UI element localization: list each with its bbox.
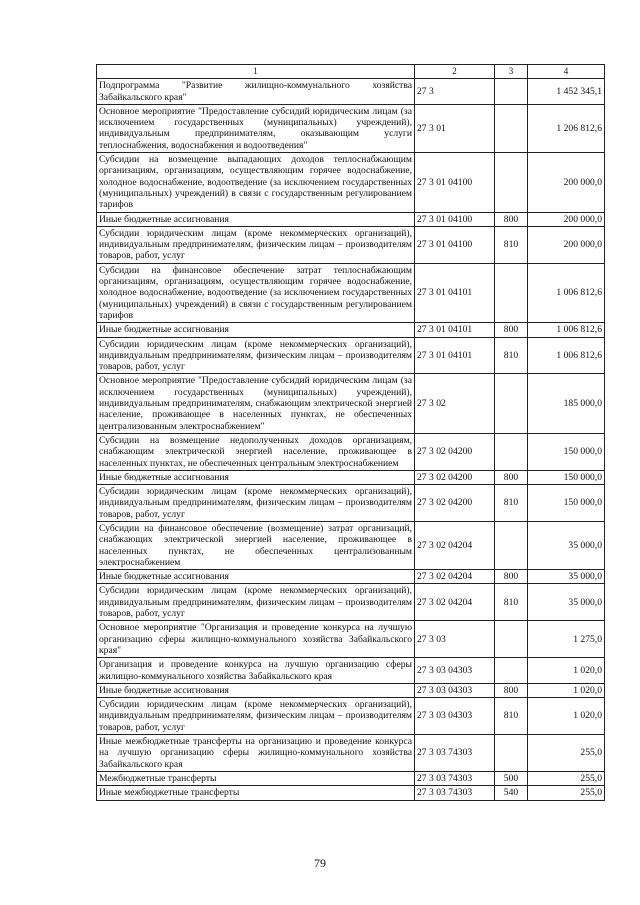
table-row (97, 337, 605, 374)
row-expense-type-cell: 800 (495, 323, 528, 337)
row-expense-type-cell (495, 735, 528, 772)
row-code-cell: 27 3 02 04200 (415, 433, 495, 470)
table-row (97, 584, 605, 621)
row-expense-type-cell: 800 (495, 683, 528, 697)
row-expense-type-cell (495, 621, 528, 658)
row-amount-cell: 1 020,0 (528, 658, 605, 684)
table-row (97, 521, 605, 569)
row-name-cell: Субсидии юридическим лицам (кроме некоммерческих организаций), индивидуальным предпринимателям, физическим лицам – производителям товаров, работ, услуг (97, 337, 415, 374)
table-body (97, 79, 605, 800)
table-row (97, 226, 605, 263)
table-row (97, 485, 605, 522)
row-name-cell: Субсидии юридическим лицам (кроме некоммерческих организаций), индивидуальным предпринимателям, физическим лицам – производителям товаров, работ, услуг (97, 698, 415, 735)
table-row (97, 786, 605, 800)
row-amount-cell: 150 000,0 (528, 485, 605, 522)
row-code-cell: 27 3 02 04200 (415, 470, 495, 484)
table-row (97, 433, 605, 470)
row-code-cell: 27 3 02 (415, 374, 495, 433)
row-expense-type-cell (495, 104, 528, 152)
row-expense-type-cell (495, 374, 528, 433)
row-amount-cell: 35 000,0 (528, 570, 605, 584)
row-amount-cell: 1 020,0 (528, 698, 605, 735)
row-expense-type-cell (495, 658, 528, 684)
row-name-cell: Основное мероприятие "Организация и проведение конкурса на лучшую организацию сферы жилищно-коммунального хозяйства Забайкальского края" (97, 621, 415, 658)
row-expense-type-cell: 800 (495, 570, 528, 584)
row-expense-type-cell: 800 (495, 470, 528, 484)
row-amount-cell: 1 020,0 (528, 683, 605, 697)
row-name-cell: Основное мероприятие "Предоставление субсидий юридическим лицам (за исключением государственных (муниципальных) учреждений), индивидуальным предпринимателям, оказывающим услуги теплоснабжения, водоснабжения и водоотведения" (97, 104, 415, 152)
row-expense-type-cell (495, 521, 528, 569)
row-name-cell: Субсидии на финансовое обеспечение (возмещение) затрат организаций, снабжающих электрической энергией население, проживающее в населенных пунктах, не обеспеченных централизованным электроснабжением (97, 521, 415, 569)
row-name-cell: Иные бюджетные ассигнования (97, 570, 415, 584)
table-row (97, 658, 605, 684)
row-name-cell: Иные бюджетные ассигнования (97, 323, 415, 337)
row-code-cell: 27 3 01 04100 (415, 212, 495, 226)
row-code-cell: 27 3 01 (415, 104, 495, 152)
row-amount-cell: 255,0 (528, 786, 605, 800)
row-code-cell: 27 3 03 04303 (415, 683, 495, 697)
row-code-cell: 27 3 (415, 79, 495, 105)
row-amount-cell: 1 275,0 (528, 621, 605, 658)
row-code-cell: 27 3 01 04101 (415, 323, 495, 337)
row-code-cell: 27 3 01 04100 (415, 226, 495, 263)
row-expense-type-cell (495, 79, 528, 105)
row-expense-type-cell: 810 (495, 337, 528, 374)
table-row (97, 771, 605, 785)
row-name-cell: Субсидии юридическим лицам (кроме некоммерческих организаций), индивидуальным предпринимателям, физическим лицам – производителям товаров, работ, услуг (97, 226, 415, 263)
table-row (97, 153, 605, 212)
row-code-cell: 27 3 01 04101 (415, 263, 495, 322)
row-code-cell: 27 3 03 04303 (415, 698, 495, 735)
row-code-cell: 27 3 02 04200 (415, 485, 495, 522)
table-header-row (97, 65, 605, 79)
row-code-cell: 27 3 02 04204 (415, 570, 495, 584)
column-header-expense-type: 3 (495, 65, 528, 79)
row-code-cell: 27 3 03 74303 (415, 771, 495, 785)
column-header-code: 2 (415, 65, 495, 79)
row-expense-type-cell: 500 (495, 771, 528, 785)
table-row (97, 323, 605, 337)
table-row (97, 735, 605, 772)
row-name-cell: Организация и проведение конкурса на лучшую организацию сферы жилищно-коммунального хозяйства Забайкальского края (97, 658, 415, 684)
row-code-cell: 27 3 03 74303 (415, 735, 495, 772)
row-amount-cell: 1 006 812,6 (528, 323, 605, 337)
table-row (97, 212, 605, 226)
row-code-cell: 27 3 03 (415, 621, 495, 658)
row-expense-type-cell: 810 (495, 698, 528, 735)
row-name-cell: Субсидии на возмещение выпадающих доходов теплоснабжающим организациям, организациям, осуществляющим горячее водоснабжение, холодное водоснабжение, водоотведение (за исключением государственных (муниципальных) учреждений) в связи с государственным регулированием тарифов (97, 153, 415, 212)
row-amount-cell: 200 000,0 (528, 153, 605, 212)
row-name-cell: Подпрограмма "Развитие жилищно-коммунального хозяйства Забайкальского края" (97, 79, 415, 105)
row-name-cell: Субсидии на финансовое обеспечение затрат теплоснабжающим организациям, организациям, осуществляющим горячее водоснабжение, холодное водоснабжение, водоотведение (за исключением государственных (муниципальных) учреждений) в связи с государственным регулированием тарифов (97, 263, 415, 322)
column-header-name: 1 (97, 65, 415, 79)
table-row (97, 621, 605, 658)
row-code-cell: 27 3 03 04303 (415, 658, 495, 684)
budget-table (96, 64, 605, 801)
row-expense-type-cell (495, 263, 528, 322)
row-amount-cell: 1 206 812,6 (528, 104, 605, 152)
row-name-cell: Иные межбюджетные трансферты на организацию и проведение конкурса на лучшую организацию сферы жилищно-коммунального хозяйства Забайкальского края (97, 735, 415, 772)
row-expense-type-cell: 540 (495, 786, 528, 800)
row-code-cell: 27 3 01 04100 (415, 153, 495, 212)
row-amount-cell: 150 000,0 (528, 433, 605, 470)
row-name-cell: Иные бюджетные ассигнования (97, 212, 415, 226)
row-expense-type-cell: 800 (495, 212, 528, 226)
row-name-cell: Основное мероприятие "Предоставление субсидий юридическим лицам (за исключением государственных (муниципальных) учреждений), индивидуальным предпринимателям, снабжающим электрической энергией население, проживающее в населенных пунктах, не обеспеченных централизованным электроснабжением" (97, 374, 415, 433)
column-header-amount: 4 (528, 65, 605, 79)
row-expense-type-cell (495, 433, 528, 470)
table-row (97, 683, 605, 697)
page-number: 79 (314, 856, 326, 870)
row-amount-cell: 35 000,0 (528, 521, 605, 569)
row-code-cell: 27 3 02 04204 (415, 521, 495, 569)
row-code-cell: 27 3 01 04101 (415, 337, 495, 374)
row-expense-type-cell: 810 (495, 226, 528, 263)
row-expense-type-cell (495, 153, 528, 212)
row-name-cell: Иные бюджетные ассигнования (97, 683, 415, 697)
row-amount-cell: 200 000,0 (528, 226, 605, 263)
row-code-cell: 27 3 02 04204 (415, 584, 495, 621)
table-row (97, 104, 605, 152)
row-name-cell: Межбюджетные трансферты (97, 771, 415, 785)
row-name-cell: Иные межбюджетные трансферты (97, 786, 415, 800)
row-amount-cell: 150 000,0 (528, 470, 605, 484)
row-name-cell: Субсидии юридическим лицам (кроме некоммерческих организаций), индивидуальным предпринимателям, физическим лицам – производителям товаров, работ, услуг (97, 584, 415, 621)
row-name-cell: Субсидии на возмещение недополученных доходов организациям, снабжающим электрической энергией население, проживающее в населенных пунктах, не обеспеченных центральным электроснабжением (97, 433, 415, 470)
table-row (97, 698, 605, 735)
row-amount-cell: 185 000,0 (528, 374, 605, 433)
row-amount-cell: 255,0 (528, 771, 605, 785)
table-row (97, 470, 605, 484)
table-row (97, 374, 605, 433)
table-row (97, 570, 605, 584)
table-row (97, 79, 605, 105)
row-name-cell: Субсидии юридическим лицам (кроме некоммерческих организаций), индивидуальным предпринимателям, физическим лицам – производителям товаров, работ, услуг (97, 485, 415, 522)
row-name-cell: Иные бюджетные ассигнования (97, 470, 415, 484)
row-amount-cell: 1 006 812,6 (528, 263, 605, 322)
row-amount-cell: 200 000,0 (528, 212, 605, 226)
row-expense-type-cell: 810 (495, 485, 528, 522)
row-code-cell: 27 3 03 74303 (415, 786, 495, 800)
row-expense-type-cell: 810 (495, 584, 528, 621)
row-amount-cell: 1 452 345,1 (528, 79, 605, 105)
row-amount-cell: 35 000,0 (528, 584, 605, 621)
row-amount-cell: 1 006 812,6 (528, 337, 605, 374)
table-row (97, 263, 605, 322)
row-amount-cell: 255,0 (528, 735, 605, 772)
